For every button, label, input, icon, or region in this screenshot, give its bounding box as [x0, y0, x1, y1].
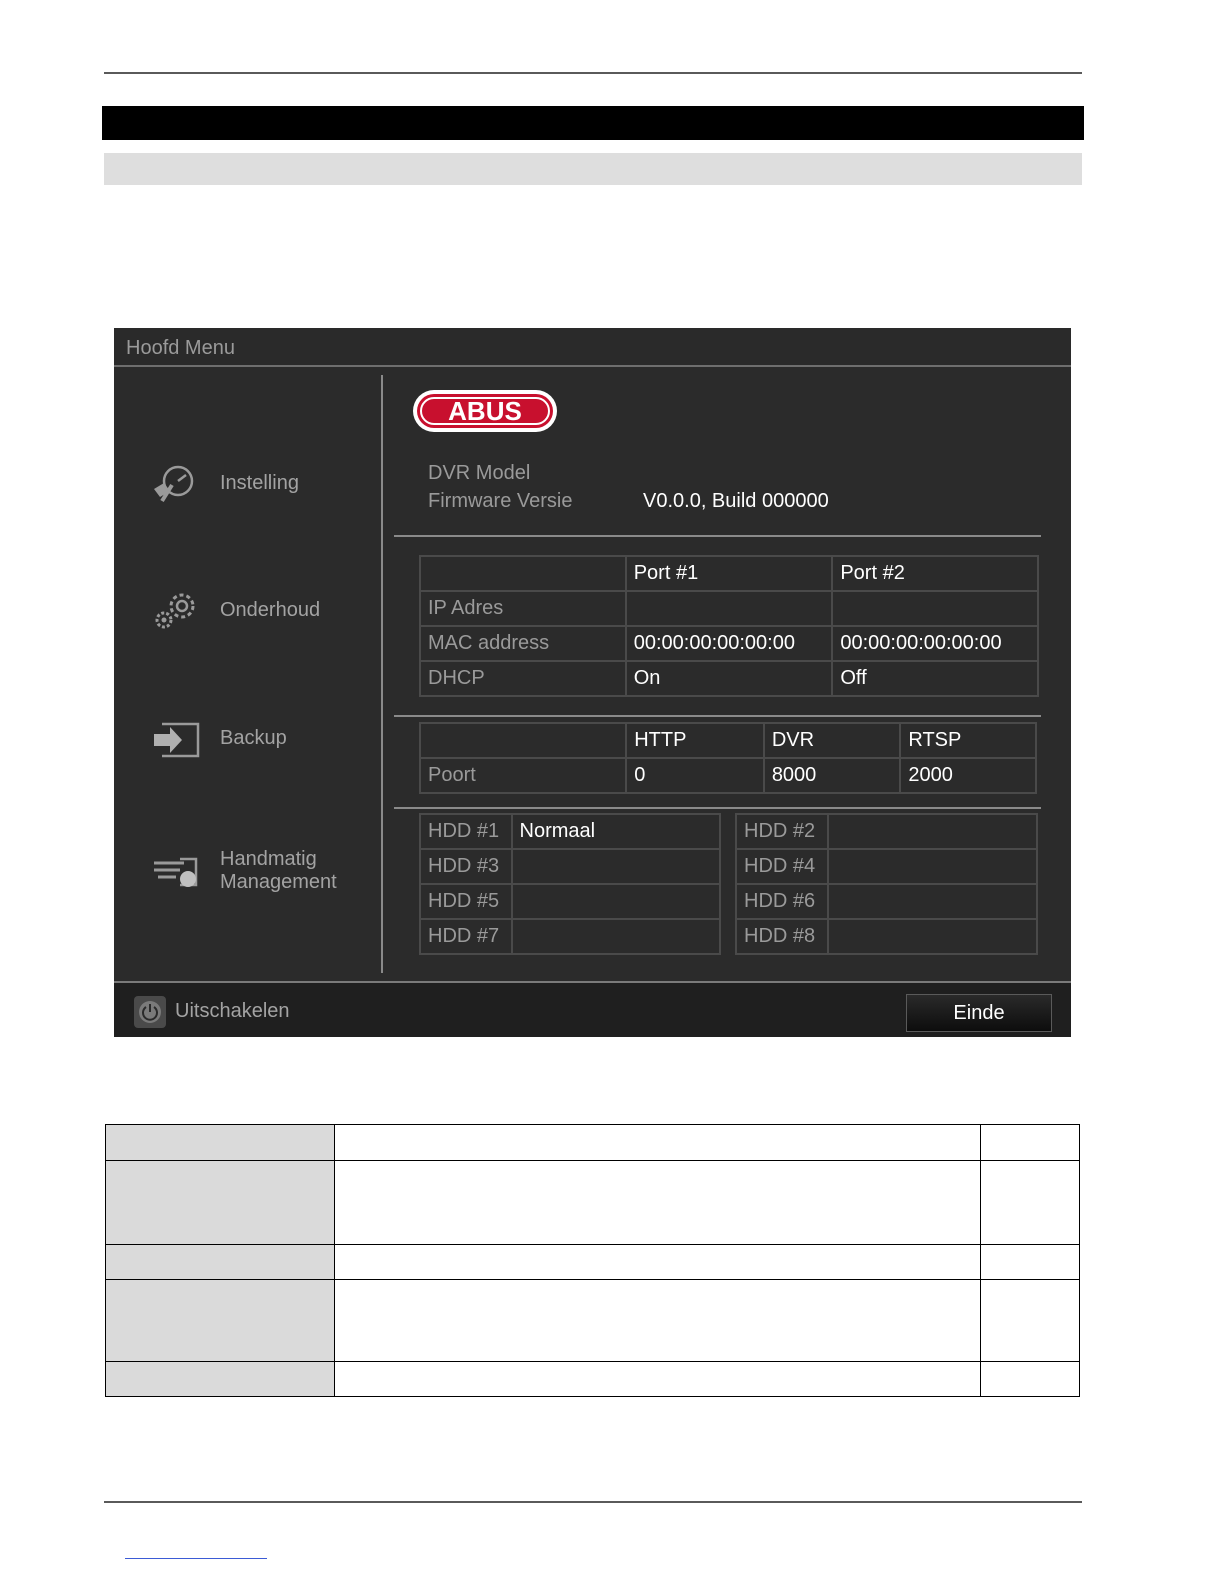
sidebar-item-backup[interactable]	[150, 716, 287, 760]
document-table	[105, 1124, 1080, 1397]
hdd-status: Normaal	[512, 814, 720, 849]
table-cell	[832, 591, 1038, 626]
hdd-status	[828, 919, 1037, 954]
table-cell	[981, 1280, 1080, 1362]
manual-management-icon	[150, 849, 202, 893]
table-row	[420, 591, 1038, 626]
table-cell: Off	[832, 661, 1038, 696]
table-cell	[106, 1161, 335, 1245]
divider-line	[394, 535, 1041, 537]
subsection-heading-bar	[104, 153, 1082, 185]
shutdown-button[interactable]	[134, 996, 166, 1028]
divider-line	[394, 807, 1041, 809]
sidebar-item-label-multiline	[220, 848, 337, 894]
hdd-table-right	[735, 813, 1038, 955]
sidebar-item-handmatig-management[interactable]	[150, 848, 337, 894]
table-cell: 2000	[900, 758, 1036, 793]
row-label: DHCP	[420, 661, 626, 696]
table-cell	[981, 1245, 1080, 1280]
hdd-label: HDD #8	[736, 919, 828, 954]
table-header-cell	[420, 723, 626, 758]
sidebar-item-label-line1: Handmatig	[220, 848, 317, 870]
hdd-label: HDD #6	[736, 884, 828, 919]
table-cell: 0	[626, 758, 764, 793]
table-header-cell: DVR	[764, 723, 901, 758]
table-cell: 00:00:00:00:00:00	[832, 626, 1038, 661]
hdd-status	[828, 849, 1037, 884]
power-icon	[134, 996, 166, 1028]
hdd-status	[512, 884, 720, 919]
table-row	[736, 919, 1037, 954]
hdd-status	[828, 814, 1037, 849]
row-label: IP Adres	[420, 591, 626, 626]
hdd-status	[512, 849, 720, 884]
table-cell	[626, 591, 833, 626]
sidebar-divider	[381, 375, 383, 973]
table-cell	[335, 1362, 981, 1397]
table-row	[420, 919, 720, 954]
table-row	[420, 884, 720, 919]
title-bar	[114, 328, 1071, 367]
hdd-label: HDD #1	[420, 814, 512, 849]
ports-table	[419, 722, 1037, 794]
table-header-cell: Port #1	[626, 556, 833, 591]
table-header-cell: HTTP	[626, 723, 764, 758]
firmware-label: Firmware Versie	[428, 490, 573, 512]
sidebar-item-label: Onderhoud	[220, 598, 321, 621]
table-cell	[335, 1245, 981, 1280]
section-heading-bar	[102, 106, 1084, 140]
table-row	[420, 814, 720, 849]
table-cell	[106, 1245, 335, 1280]
table-row	[106, 1125, 1080, 1161]
maintenance-gears-icon	[150, 588, 202, 632]
table-cell	[106, 1125, 335, 1161]
sidebar-item-label: Instelling	[220, 471, 299, 494]
footer-link-underline[interactable]	[125, 1558, 267, 1559]
table-row	[420, 849, 720, 884]
table-row	[106, 1245, 1080, 1280]
window-title: Hoofd Menu	[126, 337, 235, 359]
table-row	[106, 1362, 1080, 1397]
header-rule	[104, 72, 1082, 74]
table-row	[106, 1280, 1080, 1362]
hdd-label: HDD #4	[736, 849, 828, 884]
table-row	[106, 1161, 1080, 1245]
table-cell	[335, 1280, 981, 1362]
table-cell: 00:00:00:00:00:00	[626, 626, 833, 661]
hdd-label: HDD #5	[420, 884, 512, 919]
table-header-cell	[420, 556, 626, 591]
table-cell: On	[626, 661, 833, 696]
sidebar-item-instelling[interactable]	[150, 461, 299, 505]
firmware-value: V0.0.0, Build 000000	[643, 490, 829, 512]
row-label: MAC address	[420, 626, 626, 661]
footer-bar	[114, 981, 1071, 1037]
table-cell: 8000	[764, 758, 901, 793]
network-table	[419, 555, 1039, 697]
hdd-label: HDD #2	[736, 814, 828, 849]
table-header-cell: RTSP	[900, 723, 1036, 758]
hdd-status	[828, 884, 1037, 919]
table-cell	[335, 1161, 981, 1245]
table-row	[420, 556, 1038, 591]
dvr-main-menu-screen	[114, 328, 1071, 1035]
table-cell	[106, 1362, 335, 1397]
table-cell	[106, 1280, 335, 1362]
table-row	[420, 661, 1038, 696]
footer-rule	[104, 1501, 1082, 1503]
table-header-cell: Port #2	[832, 556, 1038, 591]
sidebar-item-label-line2: Management	[220, 871, 337, 893]
table-cell	[981, 1362, 1080, 1397]
hdd-status	[512, 919, 720, 954]
table-cell	[981, 1161, 1080, 1245]
backup-arrow-icon	[150, 716, 202, 760]
table-row	[420, 723, 1036, 758]
table-row	[736, 849, 1037, 884]
table-row	[420, 758, 1036, 793]
sidebar-item-onderhoud[interactable]	[150, 588, 320, 632]
hdd-label: HDD #7	[420, 919, 512, 954]
table-cell	[981, 1125, 1080, 1161]
exit-button[interactable]: Einde	[906, 994, 1052, 1032]
hdd-label: HDD #3	[420, 849, 512, 884]
table-cell	[335, 1125, 981, 1161]
settings-tools-icon	[150, 461, 202, 505]
divider-line	[394, 715, 1041, 717]
hdd-table-left	[419, 813, 721, 955]
table-row	[736, 884, 1037, 919]
sidebar-item-label: Backup	[220, 726, 287, 749]
logo-text: ABUS	[448, 396, 522, 426]
abus-logo	[411, 388, 559, 434]
table-row	[420, 626, 1038, 661]
row-label: Poort	[420, 758, 626, 793]
table-row	[736, 814, 1037, 849]
dvr-model-label: DVR Model	[428, 462, 531, 484]
shutdown-label[interactable]: Uitschakelen	[175, 1000, 290, 1022]
